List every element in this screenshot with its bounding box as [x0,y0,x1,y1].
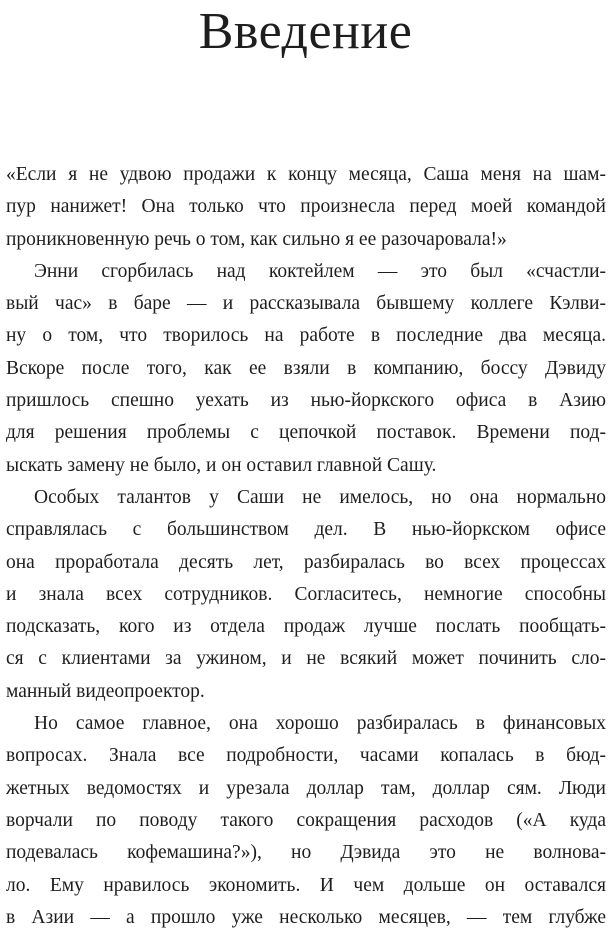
text-line: в Азии — а прошло уже несколько месяцев, — тем глубже [6,906,606,928]
text-line: она проработала десять лет, разбиралась во всех процессах [6,551,606,573]
text-line: манный видеопроектор. [6,680,205,702]
text-line: пур нанижет! Она только что произнесла перед моей командой [6,196,606,218]
text-line: вопросах. Знала все подробности, часами копалась в бюд- [6,745,606,767]
text-line: для решения проблемы с цепочкой поставок. Времени под- [6,422,606,444]
text-line: подевалась кофемашина?»), но Дэвида это не волнова- [6,842,606,864]
paragraph [6,256,606,482]
paragraph [6,482,606,708]
text-line: Особых талантов у Саши не имелось, но она нормально [34,486,606,508]
text-line: ло. Ему нравилось экономить. И чем дольше он оставался [6,874,606,896]
text-line: Но самое главное, она хорошо разбиралась в финансовых [34,713,606,735]
text-line: справлялась с большинством дел. В нью-йоркском офисе [6,519,606,541]
chapter-title: Введение [198,3,413,60]
text-line: «Если я не удвою продажи к концу месяца, Саша меня на шам- [6,164,606,185]
text-line: подсказать, кого из отдела продаж лучше послать пообщать- [6,616,606,638]
text-line: ся с клиентами за ужином, и не всякий может починить сло- [6,648,606,670]
paragraph [6,708,606,934]
body-text [6,159,606,934]
text-line: вый час» в баре — и рассказывала бывшему коллеге Кэлви- [6,293,606,315]
text-line: Энни сгорбилась над коктейлем — это был «счастли- [34,260,606,282]
text-line: ну о том, что творилось на работе в последние два месяца. [6,325,606,347]
text-line: ворчали по поводу такого сокращения расходов («А куда [6,809,606,831]
paragraph [6,159,606,256]
text-line: ыскать замену не было, и он оставил главной Сашу. [6,454,437,476]
text-line: пришлось спешно уехать из нью-йоркского офиса в Азию [6,390,606,412]
text-line: проникновенную речь о том, как сильно я ее разочаровала!» [6,228,507,250]
text-line: Вскоре после того, как ее взяли в компанию, боссу Дэвиду [6,357,606,379]
text-line: и знала всех сотрудников. Согласитесь, немногие способны [6,583,606,605]
text-line: жетных ведомостях и урезала доллар там, доллар сям. Люди [6,777,606,799]
